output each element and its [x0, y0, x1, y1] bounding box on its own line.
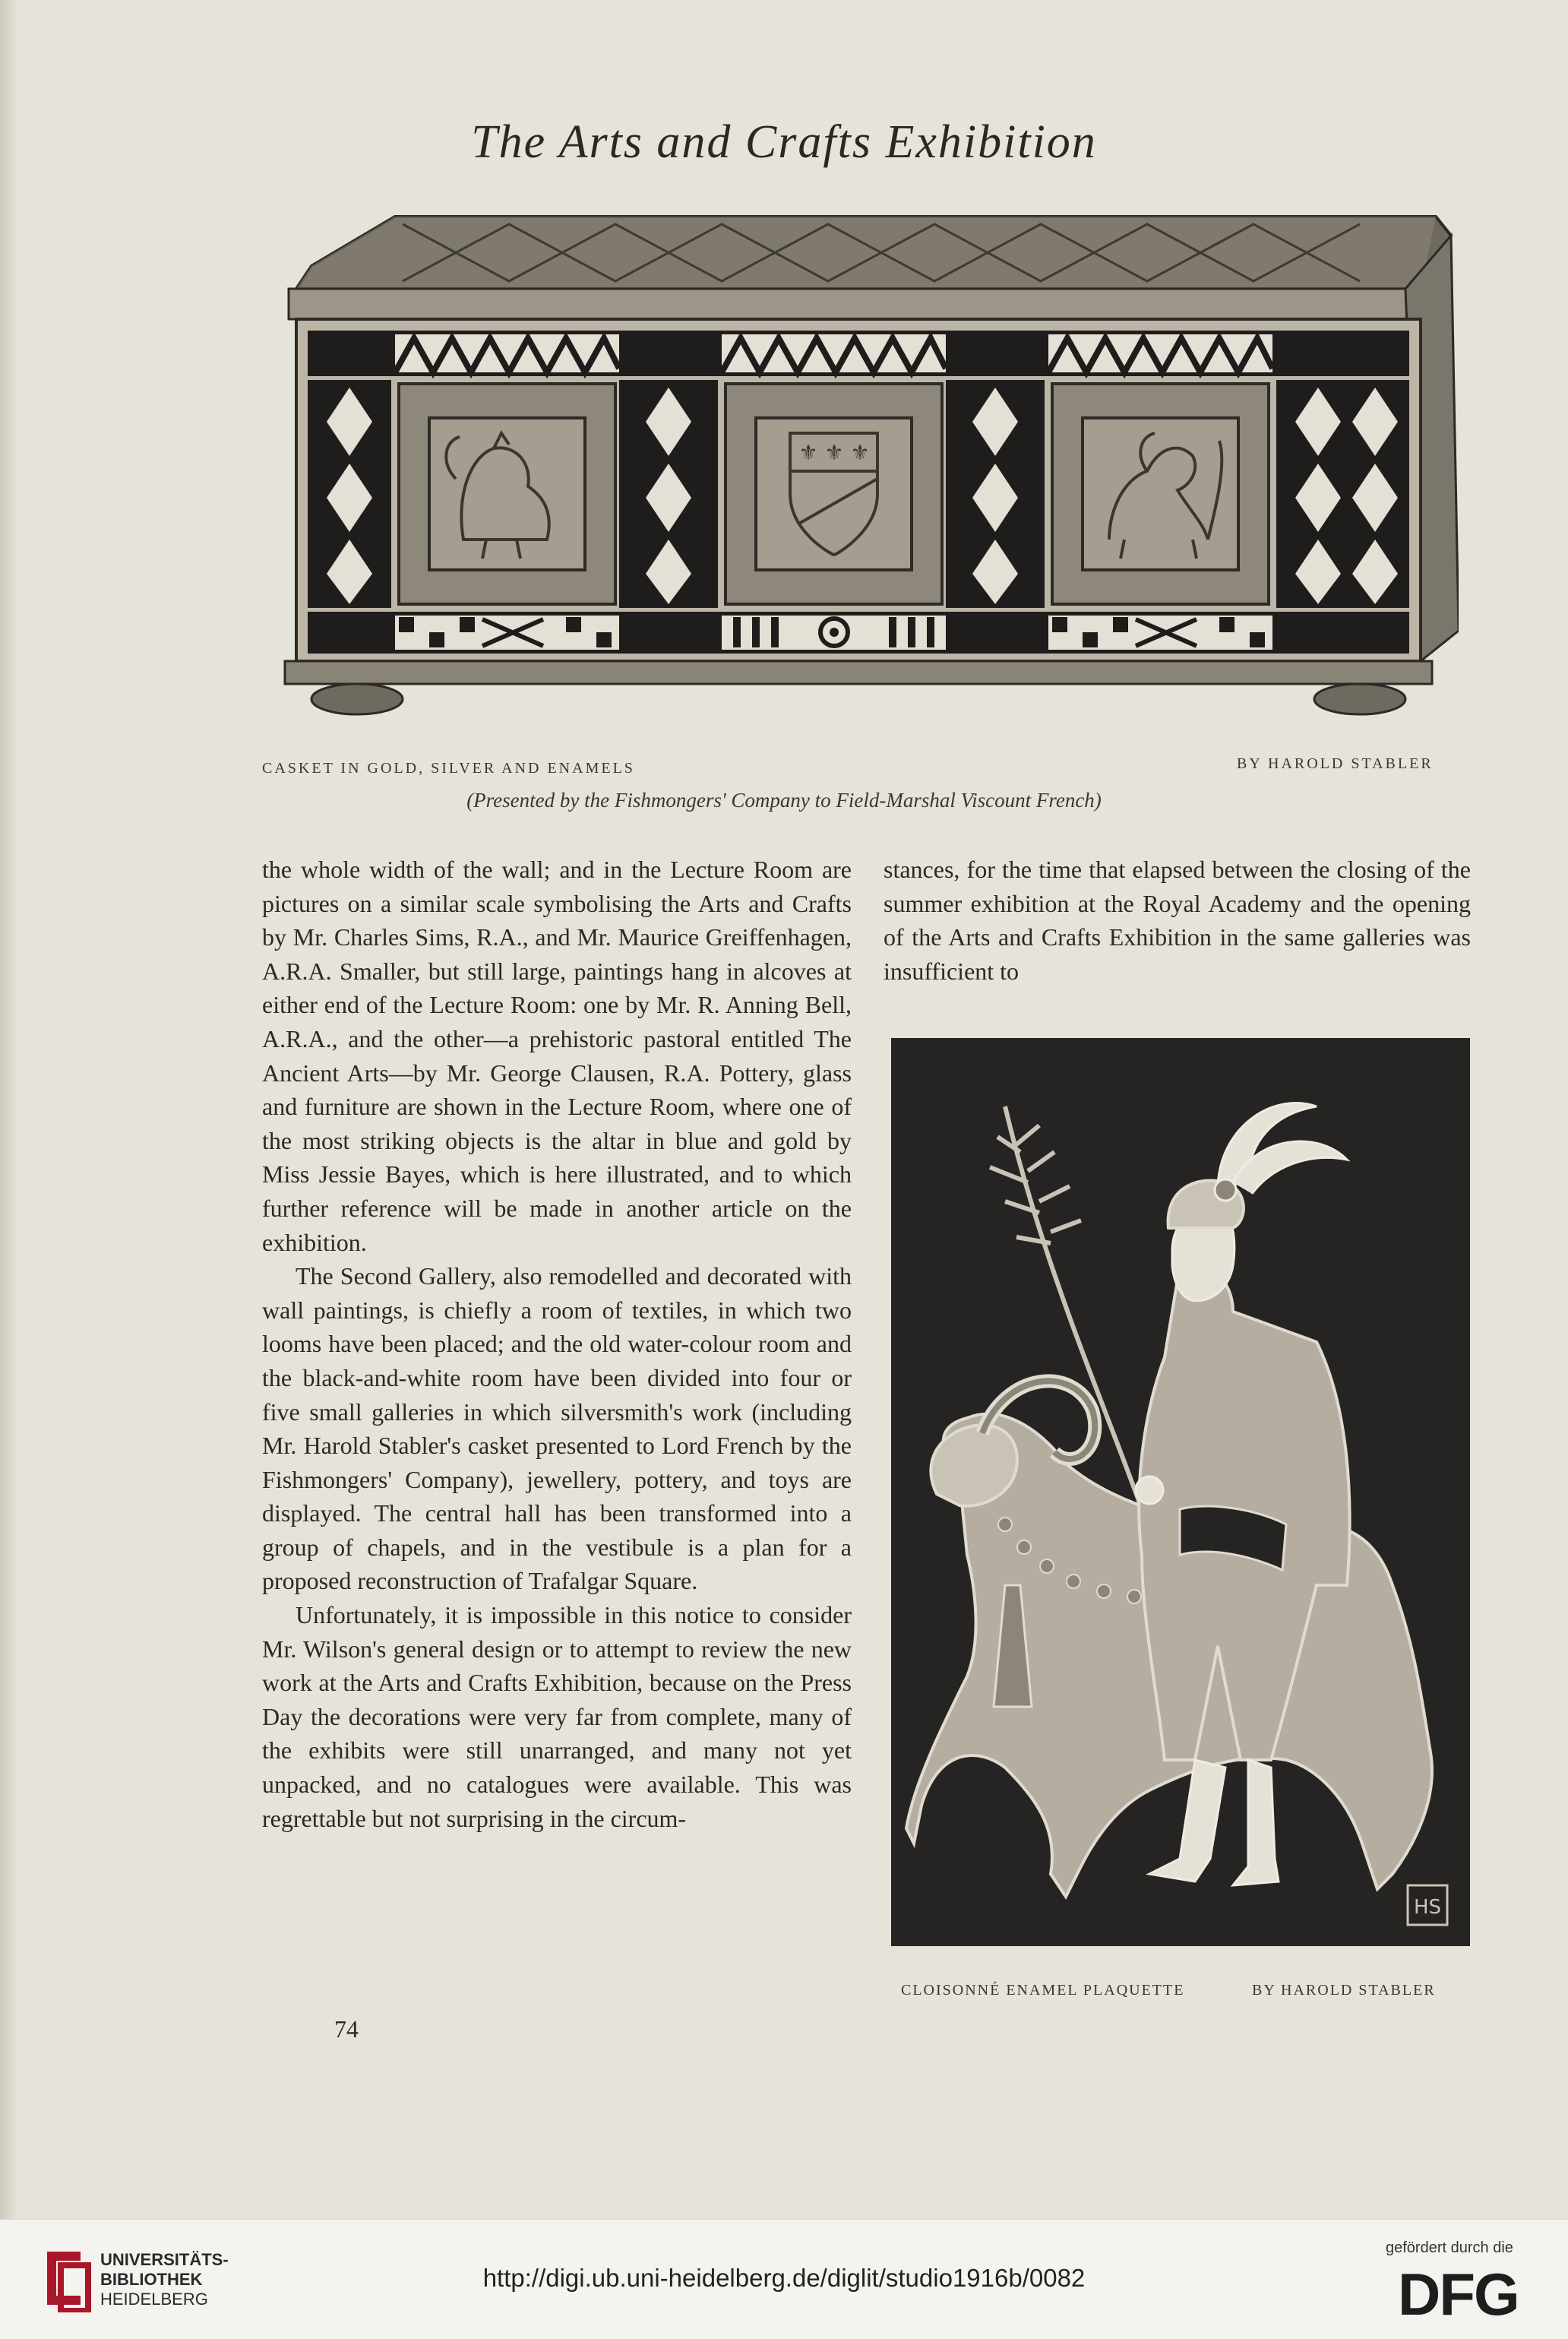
spine-shadow	[0, 0, 18, 2219]
left-column	[262, 853, 852, 1835]
page-number: 74	[334, 2015, 359, 2043]
digitization-footer	[0, 2219, 1568, 2339]
plaquette-illustration	[891, 1038, 1470, 1946]
library-name-line1: UNIVERSITÄTS-	[100, 2250, 229, 2269]
paragraph-3: Unfortunately, it is impossible in this notice to consider Mr. Wilson's general design or to attempt to review the new work at the Arts and Crafts Exhibition, because on the Press Day the decorations were very far from complete, many of the exhibits were still unarranged, and many not yet unpacked, and no catalogues were available. This was regrettable but not surprising in the circum-	[262, 1601, 852, 1832]
artist-monogram: HS	[1413, 1896, 1442, 1919]
figure2-caption-right: BY HAROLD STABLER	[1252, 1982, 1436, 1999]
running-title: The Arts and Crafts Exhibition	[471, 116, 1097, 168]
library-name-line3: HEIDELBERG	[100, 2290, 208, 2309]
figure1-caption-sub: (Presented by the Fishmongers' Company to Field-Marshal Viscount French)	[466, 789, 1102, 812]
plaquette-figure	[891, 1038, 1470, 1946]
permalink-url[interactable]: http://digi.ub.uni-heidelberg.de/diglit/studio1916b/0082	[482, 2264, 1086, 2292]
figure2-caption-left: CLOISONNÉ ENAMEL PLAQUETTE	[901, 1982, 1185, 1999]
dfg-logo: DFG	[1398, 2261, 1519, 2328]
svg-text:⚜ ⚜ ⚜: ⚜ ⚜ ⚜	[798, 440, 870, 465]
paragraph-right-1: stances, for the time that elapsed between the closing of the summer exhibition at the Royal Academy and the opening of the Arts and Crafts Exhibition in the same galleries was insufficient to	[884, 856, 1471, 985]
funding-note: gefördert durch die	[1386, 2239, 1513, 2256]
figure1-caption-left: CASKET IN GOLD, SILVER AND ENAMELS	[262, 760, 635, 777]
paragraph-1: the whole width of the wall; and in the Lecture Room are pictures on a similar scale symbolising the Arts and Crafts by Mr. Charles Sims, R.A., and Mr. Maurice Greiffenhagen, A.R.A. Smaller, but still large, paintings hang in alcoves at either end of the Lecture Room: one by Mr. R. Anning Bell, A.R.A., and the other—a prehistoric pastoral entitled The Ancient Arts—by Mr. George Clausen, R.A. Pottery, glass and furniture are shown in the Lecture Room, where one of the most striking objects is the altar in blue and gold by Miss Jessie Bayes, which is here illustrated, and to which further reference will be made in another article on the exhibition.	[262, 856, 852, 1256]
paragraph-2: The Second Gallery, also remodelled and decorated with wall paintings, is chiefly a room of textiles, in which two looms have been placed; and the old water-colour room and the black-and-white room have been divided into four or five small galleries in which silversmith's work (including Mr. Harold Stabler's casket presented to Lord French by the Fishmongers' Company), jewellery, pottery, and toys are displayed. The central hall has been transformed into a group of chapels, and in the vestibule is a plan for a proposed reconstruction of Trafalgar Square.	[262, 1262, 852, 1595]
figure1-caption-right: BY HAROLD STABLER	[1237, 755, 1434, 772]
library-name-line2: BIBLIOTHEK	[100, 2270, 203, 2289]
right-column	[884, 853, 1471, 988]
casket-figure	[266, 205, 1459, 737]
casket-illustration	[266, 205, 1459, 737]
